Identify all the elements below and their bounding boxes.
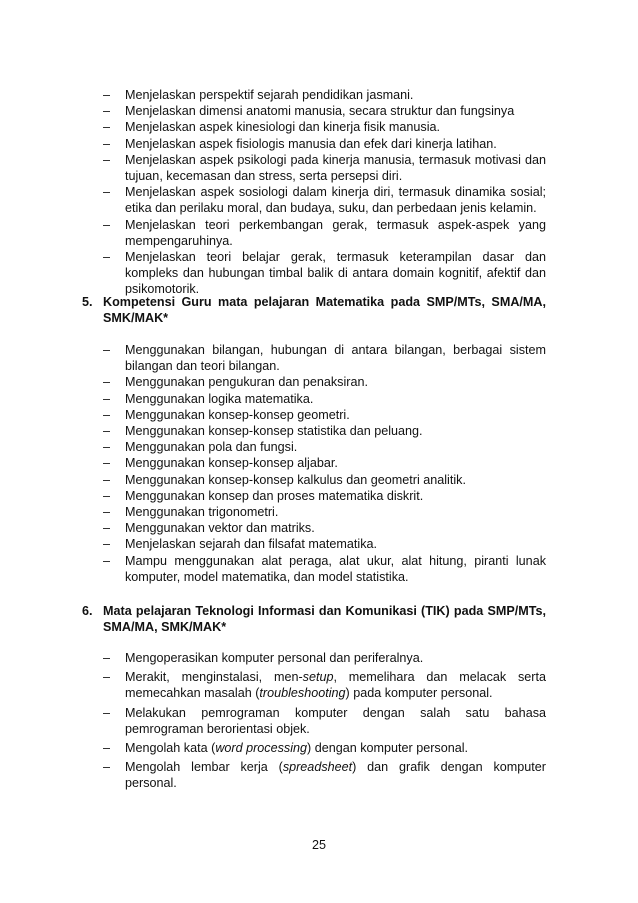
text-run: Melakukan pemrograman komputer dengan salah satu bahasa pemrograman berorientasi objek. — [125, 705, 546, 736]
list-item: – Menggunakan konsep dan proses matematika diskrit. — [103, 488, 546, 504]
list-item: – Menggunakan konsep-konsep kalkulus dan geometri analitik. — [103, 472, 546, 488]
list-item: – Menjelaskan aspek fisiologis manusia dan efek dari kinerja latihan. — [103, 136, 546, 152]
text-run: ) dengan komputer personal. — [307, 741, 469, 756]
text-run: ) pada komputer personal. — [345, 686, 493, 701]
section5-heading — [82, 294, 546, 326]
text-run: , memelihara dan melacak serta memecahkan masalah ( — [125, 670, 546, 701]
list-item: – Menggunakan konsep-konsep aljabar. — [103, 455, 546, 471]
section6-list — [103, 650, 546, 795]
list-item — [103, 759, 546, 791]
list-item — [103, 669, 546, 701]
section5-list — [103, 342, 546, 585]
list-item: – Menggunakan logika matematika. — [103, 391, 546, 407]
list-item: – Menjelaskan dimensi anatomi manusia, secara struktur dan fungsinya — [103, 103, 546, 119]
list-item: – Menjelaskan teori perkembangan gerak, termasuk aspek-aspek yang mempengaruhinya. — [103, 217, 546, 249]
list-item: – Menggunakan vektor dan matriks. — [103, 520, 546, 536]
list-item: – Menggunakan pengukuran dan penaksiran. — [103, 374, 546, 390]
list-item: – Menjelaskan aspek psikologi pada kinerja manusia, termasuk motivasi dan tujuan, kecemasan dan stress, serta persepsi diri. — [103, 152, 546, 184]
list-item: – Menjelaskan aspek sosiologi dalam kinerja diri, termasuk dinamika sosial; etika dan perilaku moral, dan budaya, suku, dan perbedaan jenis kelamin. — [103, 184, 546, 216]
section6-heading — [82, 603, 546, 635]
list-item: – Menjelaskan teori belajar gerak, termasuk keterampilan dasar dan kompleks dan hubungan timbal balik di antara domain kognitif, afektif dan psikomotorik. — [103, 249, 546, 298]
text-run: Mengoperasikan komputer personal dan periferalnya. — [125, 651, 424, 665]
page-number: 25 — [311, 838, 326, 852]
italic-term: setup — [302, 670, 334, 685]
section5-number: 5. — [82, 295, 93, 309]
text-run: Mengolah kata ( — [125, 741, 216, 756]
list-item: – Menjelaskan perspektif sejarah pendidikan jasmani. — [103, 87, 546, 103]
section6-number: 6. — [82, 604, 93, 618]
list-item — [103, 740, 546, 756]
italic-term: word processing — [215, 741, 308, 756]
section5-title: Kompetensi Guru mata pelajaran Matematika pada SMP/MTs, SMA/MA, SMK/MAK* — [103, 295, 546, 326]
text-run: Mengolah lembar kerja ( — [125, 760, 283, 775]
list-item: – Menggunakan trigonometri. — [103, 504, 546, 520]
list-item: – Menggunakan konsep-konsep statistika dan peluang. — [103, 423, 546, 439]
italic-term: spreadsheet — [282, 760, 353, 775]
list-item: – Menggunakan pola dan fungsi. — [103, 439, 546, 455]
list-item — [103, 705, 546, 737]
list-item — [103, 650, 546, 666]
text-run: ) dan grafik dengan komputer personal. — [125, 760, 546, 791]
list-item: – Menggunakan konsep-konsep geometri. — [103, 407, 546, 423]
section4-list — [103, 87, 546, 298]
list-item: – Menggunakan bilangan, hubungan di antara bilangan, berbagai sistem bilangan dan teori bilangan. — [103, 342, 546, 374]
section6-title: Mata pelajaran Teknologi Informasi dan Komunikasi (TIK) pada SMP/MTs, SMA/MA, SMK/MAK* — [103, 604, 546, 635]
list-item: – Mampu menggunakan alat peraga, alat ukur, alat hitung, piranti lunak komputer, model matematika, dan model statistika. — [103, 553, 546, 585]
list-item: – Menjelaskan sejarah dan filsafat matematika. — [103, 536, 546, 552]
list-item: – Menjelaskan aspek kinesiologi dan kinerja fisik manusia. — [103, 119, 546, 135]
italic-term: troubleshooting — [259, 686, 346, 701]
text-run: Merakit, menginstalasi, men- — [125, 670, 303, 685]
